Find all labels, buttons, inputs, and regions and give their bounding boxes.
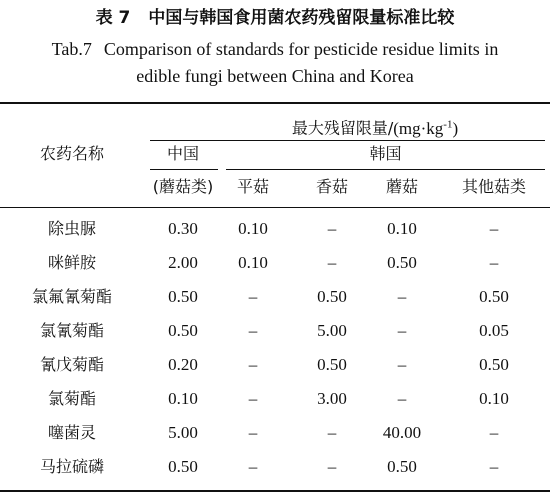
value-korea-shiitake: – <box>327 457 337 476</box>
value-korea-oyster: – <box>248 321 258 340</box>
value-korea-other: 0.50 <box>479 287 509 306</box>
value-korea-button: 40.00 <box>382 423 422 442</box>
value-korea-shiitake: 0.50 <box>317 287 347 306</box>
max-limit-header <box>215 113 535 140</box>
pesticide-name: 氰戊菊酯 <box>39 355 104 374</box>
korea-header: 韩国 <box>369 144 402 163</box>
value-china: 0.50 <box>168 321 198 340</box>
value-korea-other: 0.50 <box>479 355 509 374</box>
table-caption-english <box>0 36 550 90</box>
table-row <box>0 246 550 280</box>
value-korea-other: 0.05 <box>479 321 509 340</box>
value-korea-button: – <box>397 355 407 374</box>
value-korea-oyster: – <box>248 423 258 442</box>
pesticide-name-header: 农药名称 <box>39 144 104 163</box>
table-caption-chinese <box>0 6 550 30</box>
china-subheader: (蘑菇类) <box>152 177 214 196</box>
korea-col-oyster-header: 平菇 <box>236 177 269 196</box>
china-header: 中国 <box>166 144 199 163</box>
table-row <box>0 212 550 246</box>
value-korea-other: – <box>489 253 499 272</box>
pesticide-name: 氯氰菊酯 <box>39 321 104 340</box>
value-china: 0.20 <box>168 355 198 374</box>
korea-col-button-header: 蘑菇 <box>385 177 418 196</box>
value-korea-oyster: – <box>248 457 258 476</box>
pesticide-name: 氯氟氰菊酯 <box>31 287 112 306</box>
value-korea-button: – <box>397 321 407 340</box>
value-china: 0.10 <box>168 389 198 408</box>
table-row <box>0 382 550 416</box>
value-china: 0.50 <box>168 287 198 306</box>
table-number-english: Tab.7 <box>51 39 92 59</box>
value-korea-button: – <box>397 389 407 408</box>
value-korea-other: – <box>489 423 499 442</box>
value-korea-shiitake: 3.00 <box>317 389 347 408</box>
korea-col-other-header: 其他菇类 <box>461 177 526 196</box>
korea-underline <box>226 169 545 170</box>
table-number-chinese: 表 7 <box>95 8 131 28</box>
value-china: 2.00 <box>168 253 198 272</box>
korea-col-shiitake-header: 香菇 <box>315 177 348 196</box>
value-korea-shiitake: 5.00 <box>317 321 347 340</box>
value-china: 5.00 <box>168 423 198 442</box>
unit-close: ) <box>452 118 459 138</box>
value-korea-button: – <box>397 287 407 306</box>
pesticide-name: 咪鲜胺 <box>47 253 96 272</box>
value-china: 0.50 <box>168 457 198 476</box>
table-row <box>0 450 550 484</box>
value-korea-shiitake: – <box>327 219 337 238</box>
table-caption-english-line1 <box>0 36 550 63</box>
value-korea-oyster: – <box>248 355 258 374</box>
table-title-english-line2: edible fungi between China and Korea <box>136 66 414 86</box>
value-korea-oyster: – <box>248 389 258 408</box>
value-korea-shiitake: – <box>327 253 337 272</box>
value-korea-button: 0.50 <box>387 253 417 272</box>
header-bottom-rule <box>0 207 550 208</box>
china-underline <box>150 169 218 170</box>
max-limit-label: 最大残留限量/ <box>291 118 394 138</box>
value-korea-button: 0.10 <box>387 219 417 238</box>
value-korea-shiitake: – <box>327 423 337 442</box>
unit-main: (mg·kg <box>393 118 444 138</box>
table-row <box>0 280 550 314</box>
max-limit-underline <box>150 140 545 141</box>
table-row <box>0 348 550 382</box>
value-korea-other: – <box>489 457 499 476</box>
value-korea-oyster: 0.10 <box>238 253 268 272</box>
table-top-rule <box>0 102 550 104</box>
value-korea-oyster: 0.10 <box>238 219 268 238</box>
table-bottom-rule <box>0 490 550 492</box>
value-korea-other: – <box>489 219 499 238</box>
value-korea-oyster: – <box>248 287 258 306</box>
table-row <box>0 314 550 348</box>
unit-label <box>393 119 458 138</box>
pesticide-name: 马拉硫磷 <box>39 457 104 476</box>
pesticide-name: 噻菌灵 <box>47 423 96 442</box>
value-china: 0.30 <box>168 219 198 238</box>
unit-exponent: -1 <box>443 118 453 130</box>
pesticide-name: 除虫脲 <box>47 219 96 238</box>
value-korea-shiitake: 0.50 <box>317 355 347 374</box>
value-korea-button: 0.50 <box>387 457 417 476</box>
table-row <box>0 416 550 450</box>
pesticide-name: 氯菊酯 <box>47 389 96 408</box>
table-title-chinese: 中国与韩国食用菌农药残留限量标准比较 <box>148 8 455 28</box>
table-title-english-line1: Comparison of standards for pesticide residue limits in <box>103 39 499 59</box>
value-korea-other: 0.10 <box>479 389 509 408</box>
